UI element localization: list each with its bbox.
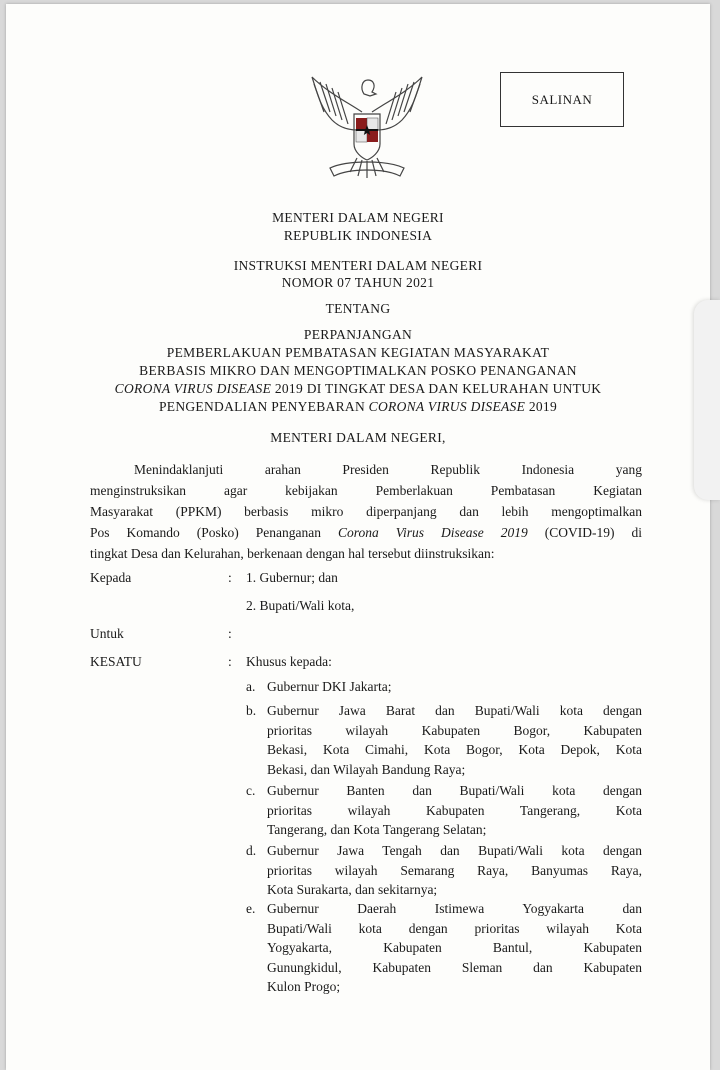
subject-line-1: PERPANJANGAN [303, 327, 413, 342]
minister-title: MENTERI DALAM NEGERI [272, 210, 444, 225]
kepada-item-1: 1. Gubernur; dan [246, 570, 338, 585]
garuda-emblem-icon [302, 72, 432, 187]
list-item-marker: c. [246, 783, 256, 798]
scroll-handle[interactable] [694, 300, 720, 500]
untuk-label: Untuk [90, 626, 124, 641]
list-item-text: Gubernur Banten dan Bupati/Wali kota dengan prioritas wilayah Kabupaten Tangerang, Kota Tangerang, dan Kota Tangerang Selatan; [267, 783, 642, 837]
kepada-colon: : [228, 570, 232, 585]
instruction-title: INSTRUKSI MENTERI DALAM NEGERI [233, 258, 483, 273]
instruction-number: NOMOR 07 TAHUN 2021 [281, 275, 435, 290]
subject-line-2: PEMBERLAKUAN PEMBATASAN KEGIATAN MASYARAKAT [166, 345, 550, 360]
list-item-marker: d. [246, 843, 257, 858]
salinan-box: SALINAN [500, 72, 624, 127]
list-item-text: Gubernur DKI Jakarta; [267, 679, 392, 694]
kesatu-colon: : [228, 654, 232, 669]
kepada-item-2: 2. Bupati/Wali kota, [246, 598, 355, 613]
preamble-paragraph: Menindaklanjuti arahan Presiden Republik Indonesia yang menginstruksikan agar kebijakan Pemberlakuan Pembatasan Kegiatan Masyarakat (PPKM) berbasis mikro diperpanjang dan lebih mengoptimalkan Pos Komando (Posko) Penanganan Corona Virus Disease 2019 (COVID-19) di tingkat Desa dan Kelurahan, berkenaan dengan hal tersebut diinstruksikan: [90, 462, 642, 561]
list-item-marker: b. [246, 703, 257, 718]
list-item-text: Gubernur Daerah Istimewa Yogyakarta dan Bupati/Wali kota dengan prioritas wilayah Kota Yogyakarta, Kabupaten Bantul, Kabupaten Gunungkidul, Kabupaten Sleman dan Kabupaten Kulon Progo; [267, 901, 642, 994]
tentang-heading: TENTANG [325, 301, 391, 316]
list-item-marker: e. [246, 901, 256, 916]
kesatu-label: KESATU [90, 654, 142, 669]
subject-line-4: CORONA VIRUS DISEASE 2019 DI TINGKAT DESA DAN KELURAHAN UNTUK [114, 381, 602, 396]
kepada-label: Kepada [90, 570, 132, 585]
list-item-marker: a. [246, 679, 256, 694]
republic-title: REPUBLIK INDONESIA [283, 228, 433, 243]
untuk-colon: : [228, 626, 232, 641]
list-item-text: Gubernur Jawa Barat dan Bupati/Wali kota dengan prioritas wilayah Kabupaten Bogor, Kabupaten Bekasi, Kota Cimahi, Kota Bogor, Kota Depok, Kota Bekasi, dan Wilayah Bandung Raya; [267, 703, 642, 777]
document-page [6, 4, 710, 1070]
subject-line-5: PENGENDALIAN PENYEBARAN CORONA VIRUS DISEASE 2019 [158, 399, 558, 414]
list-item-text: Gubernur Jawa Tengah dan Bupati/Wali kota dengan prioritas wilayah Semarang Raya, Banyumas Raya, Kota Surakarta, dan sekitarnya; [267, 843, 642, 897]
kesatu-intro: Khusus kepada: [246, 654, 332, 669]
minister-intro: MENTERI DALAM NEGERI, [270, 430, 446, 445]
subject-line-3: BERBASIS MIKRO DAN MENGOPTIMALKAN POSKO PENANGANAN [139, 363, 577, 378]
